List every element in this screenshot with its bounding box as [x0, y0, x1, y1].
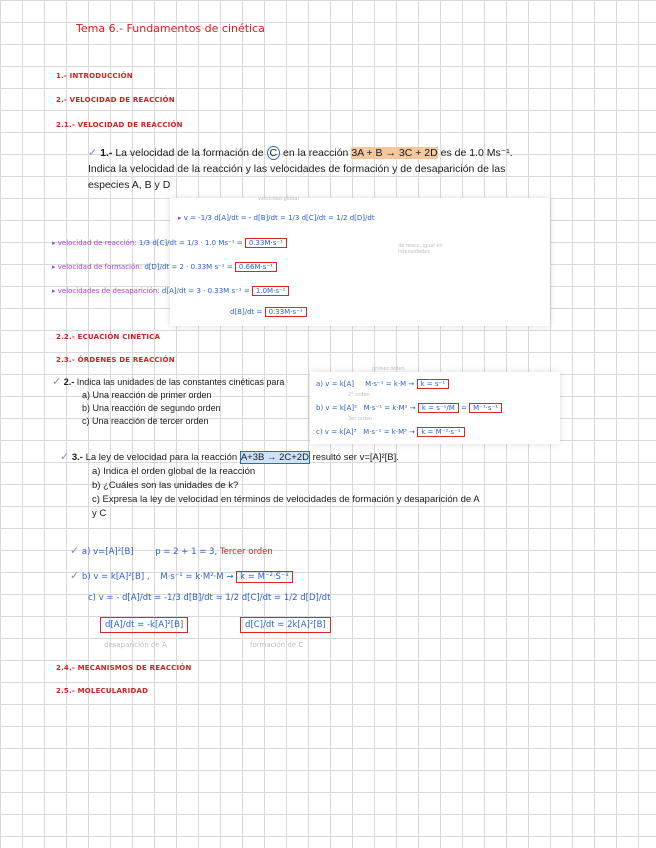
answer-3-a-result: Tercer orden: [219, 547, 273, 557]
problem-3: [60, 450, 480, 521]
note-segundo-orden: 2° orden: [348, 392, 370, 398]
answer-2-a-eq: a) v = k[A]: [316, 380, 355, 388]
problem-2-b: b) Una reacción de segundo orden: [82, 403, 221, 413]
answer-2-c-result: k = M⁻²·s⁻¹: [417, 427, 464, 437]
problem-2-a: a) Una reacción de primer orden: [82, 390, 212, 400]
answer-3-c-box2-wrap: [240, 617, 331, 633]
problem-3-reaction: A+3B → 2C+2D: [240, 452, 309, 463]
problem-2-number: 2.-: [63, 377, 75, 387]
answer-3-b: [70, 569, 293, 583]
answer-3-b-work: M·s⁻¹ = k·M²·M →: [160, 572, 234, 582]
problem-2: [52, 376, 312, 428]
vel-formacion-label: velocidad de formación:: [57, 263, 143, 271]
answer-3-a: [70, 544, 273, 557]
answer-3-c: [88, 593, 330, 603]
problem-1-text-b: en la reacción: [280, 147, 352, 159]
answer-2-b-eq: b) v = k[A]²: [316, 404, 357, 412]
problem-3-number: 3.-: [71, 452, 83, 463]
vel-desaparicion-b-eq: d[B]/dt =: [230, 308, 263, 316]
answer-2-b: b) v = k[A]² M·s⁻¹ = k·M² → k = s⁻¹/M = M⁻¹·s⁻¹: [316, 403, 502, 413]
section-mecanismos: 2.4.- MECANISMOS DE REACCIÓN: [56, 664, 192, 672]
vel-desaparicion-b-result: 0.33M·s⁻¹: [265, 307, 307, 317]
problem-3-c: c) Expresa la ley de velocidad en términos de velocidades de formación y desaparición de A y C: [92, 494, 480, 519]
answer-3-c-box2: d[C]/dt = 2k[A]²[B]: [240, 617, 331, 633]
section-ecuacion-cinetica: 2.2.- ECUACIÓN CINÉTICA: [56, 333, 161, 341]
vel-desaparicion-label: velocidades de desaparición:: [57, 287, 160, 295]
vel-desaparicion-row: [52, 286, 289, 296]
answer-3-b-eq: b) v = k[A]²[B] ,: [81, 572, 150, 582]
arrow-icon: ▸: [52, 287, 58, 295]
section-velocidad-reaccion-sub: 2.1.- VELOCIDAD DE REACCIÓN: [56, 121, 183, 129]
problem-1-text-a: La velocidad de la formación de: [115, 147, 267, 159]
vel-reaccion-label: velocidad de reacción:: [57, 239, 137, 247]
vel-reaccion-row: [52, 238, 287, 248]
arrow-icon: ▸: [178, 214, 184, 222]
answer-2-b-result-alt: M⁻¹·s⁻¹: [469, 403, 502, 413]
arrow-icon: ▸: [52, 263, 58, 271]
note-desaparicion-a: desaparición de A: [104, 641, 167, 649]
problem-2-stem: Indica las unidades de las constantes cinéticas para: [76, 377, 285, 387]
species-c: C: [267, 146, 281, 160]
vel-formacion-eq: d[D]/dt = 2 · 0.33M s⁻¹ =: [144, 263, 233, 271]
check-icon: ✓: [52, 376, 62, 388]
problem-3-text-a: La ley de velocidad para la reacción: [85, 452, 240, 463]
answer-2-a: [316, 379, 449, 389]
answer-2-b-result: k = s⁻¹/M: [418, 403, 459, 413]
note-tercer-orden: 3er orden: [348, 416, 373, 422]
reaction-equation: 3A + B → 3C + 2D: [351, 147, 438, 159]
vel-reaccion-eq: 1/3 d[C]/dt = 1/3 · 1.0 Ms⁻¹ =: [138, 239, 243, 247]
answer-3-a-p: p = 2 + 1 = 3,: [155, 547, 218, 557]
answer-3-c-box1: d[A]/dt = -k[A]²[B]: [100, 617, 188, 633]
check-icon: ✓: [88, 147, 98, 159]
problem-1-text-c: es de 1.0 Ms⁻¹. Indica la velocidad de la reacción y las velocidades de formación y de desaparición de las especies A, B y D: [88, 147, 513, 191]
answer-3-a-eq: a) v=[A]²[B]: [81, 547, 134, 557]
answer-2-a-work: M·s⁻¹ = k·M →: [365, 380, 415, 388]
section-molecularidad: 2.5.- MOLECULARIDAD: [56, 687, 149, 695]
rate-equation: [178, 214, 375, 222]
answer-2-b-work: M·s⁻¹ = k·M² →: [363, 404, 416, 412]
vel-formacion-row: [52, 262, 277, 272]
answer-2-c-work: M·s⁻¹ = k·M³ →: [363, 428, 416, 436]
rate-equation-text: v = -1/3 d[A]/dt = - d[B]/dt = 1/3 d[C]/dt = 1/2 d[D]/dt: [183, 214, 375, 222]
answer-2-a-result: k = s⁻¹: [417, 379, 450, 389]
problem-3-text-b: resultó ser v=[A]²[B].: [309, 452, 399, 463]
page-title: Tema 6.- Fundamentos de cinética: [76, 22, 265, 35]
problem-1: [88, 145, 543, 193]
vel-desaparicion-b-row: [230, 307, 307, 317]
answer-2-c: [316, 427, 465, 437]
answer-2-c-eq: c) v = k[A]³: [316, 428, 357, 436]
problem-3-a: a) Indica el orden global de la reacción: [92, 466, 256, 477]
arrow-icon: ▸: [52, 239, 58, 247]
vel-desaparicion-result: 1.0M·s⁻¹: [252, 286, 290, 296]
problem-2-c: c) Una reacción de tercer orden: [82, 416, 209, 426]
answer-3-c-box1-wrap: [100, 617, 188, 633]
note-intensidades: de reacc. igual en intensidades: [398, 243, 443, 255]
problem-1-number: 1.-: [100, 147, 113, 159]
section-ordenes-reaccion: 2.3.- ÓRDENES DE REACCIÓN: [56, 356, 175, 364]
section-velocidad-reaccion: 2.- VELOCIDAD DE REACCIÓN: [56, 96, 175, 104]
section-introduccion: 1.- INTRODUCCIÓN: [56, 72, 133, 80]
answer-3-c-eq: c) v = - d[A]/dt = -1/3 d[B]/dt = 1/2 d[C]/dt = 1/2 d[D]/dt: [88, 593, 331, 603]
check-icon: ✓: [60, 451, 70, 463]
check-icon: ✓: [70, 569, 80, 582]
check-icon: ✓: [70, 544, 80, 557]
answer-3-b-result: k = M⁻²·S⁻¹: [236, 571, 293, 583]
problem-3-b: b) ¿Cuáles son las unidades de k?: [92, 480, 239, 491]
vel-desaparicion-eq: d[A]/dt = 3 · 0.33M s⁻¹ =: [161, 287, 250, 295]
note-primer-orden: primer orden: [372, 366, 405, 372]
vel-formacion-result: 0.66M·s⁻¹: [235, 262, 277, 272]
note-velocidad-global: velocidad global: [258, 196, 299, 202]
note-formacion-c: formación de C: [250, 641, 304, 649]
vel-reaccion-result: 0.33M·s⁻¹: [245, 238, 287, 248]
